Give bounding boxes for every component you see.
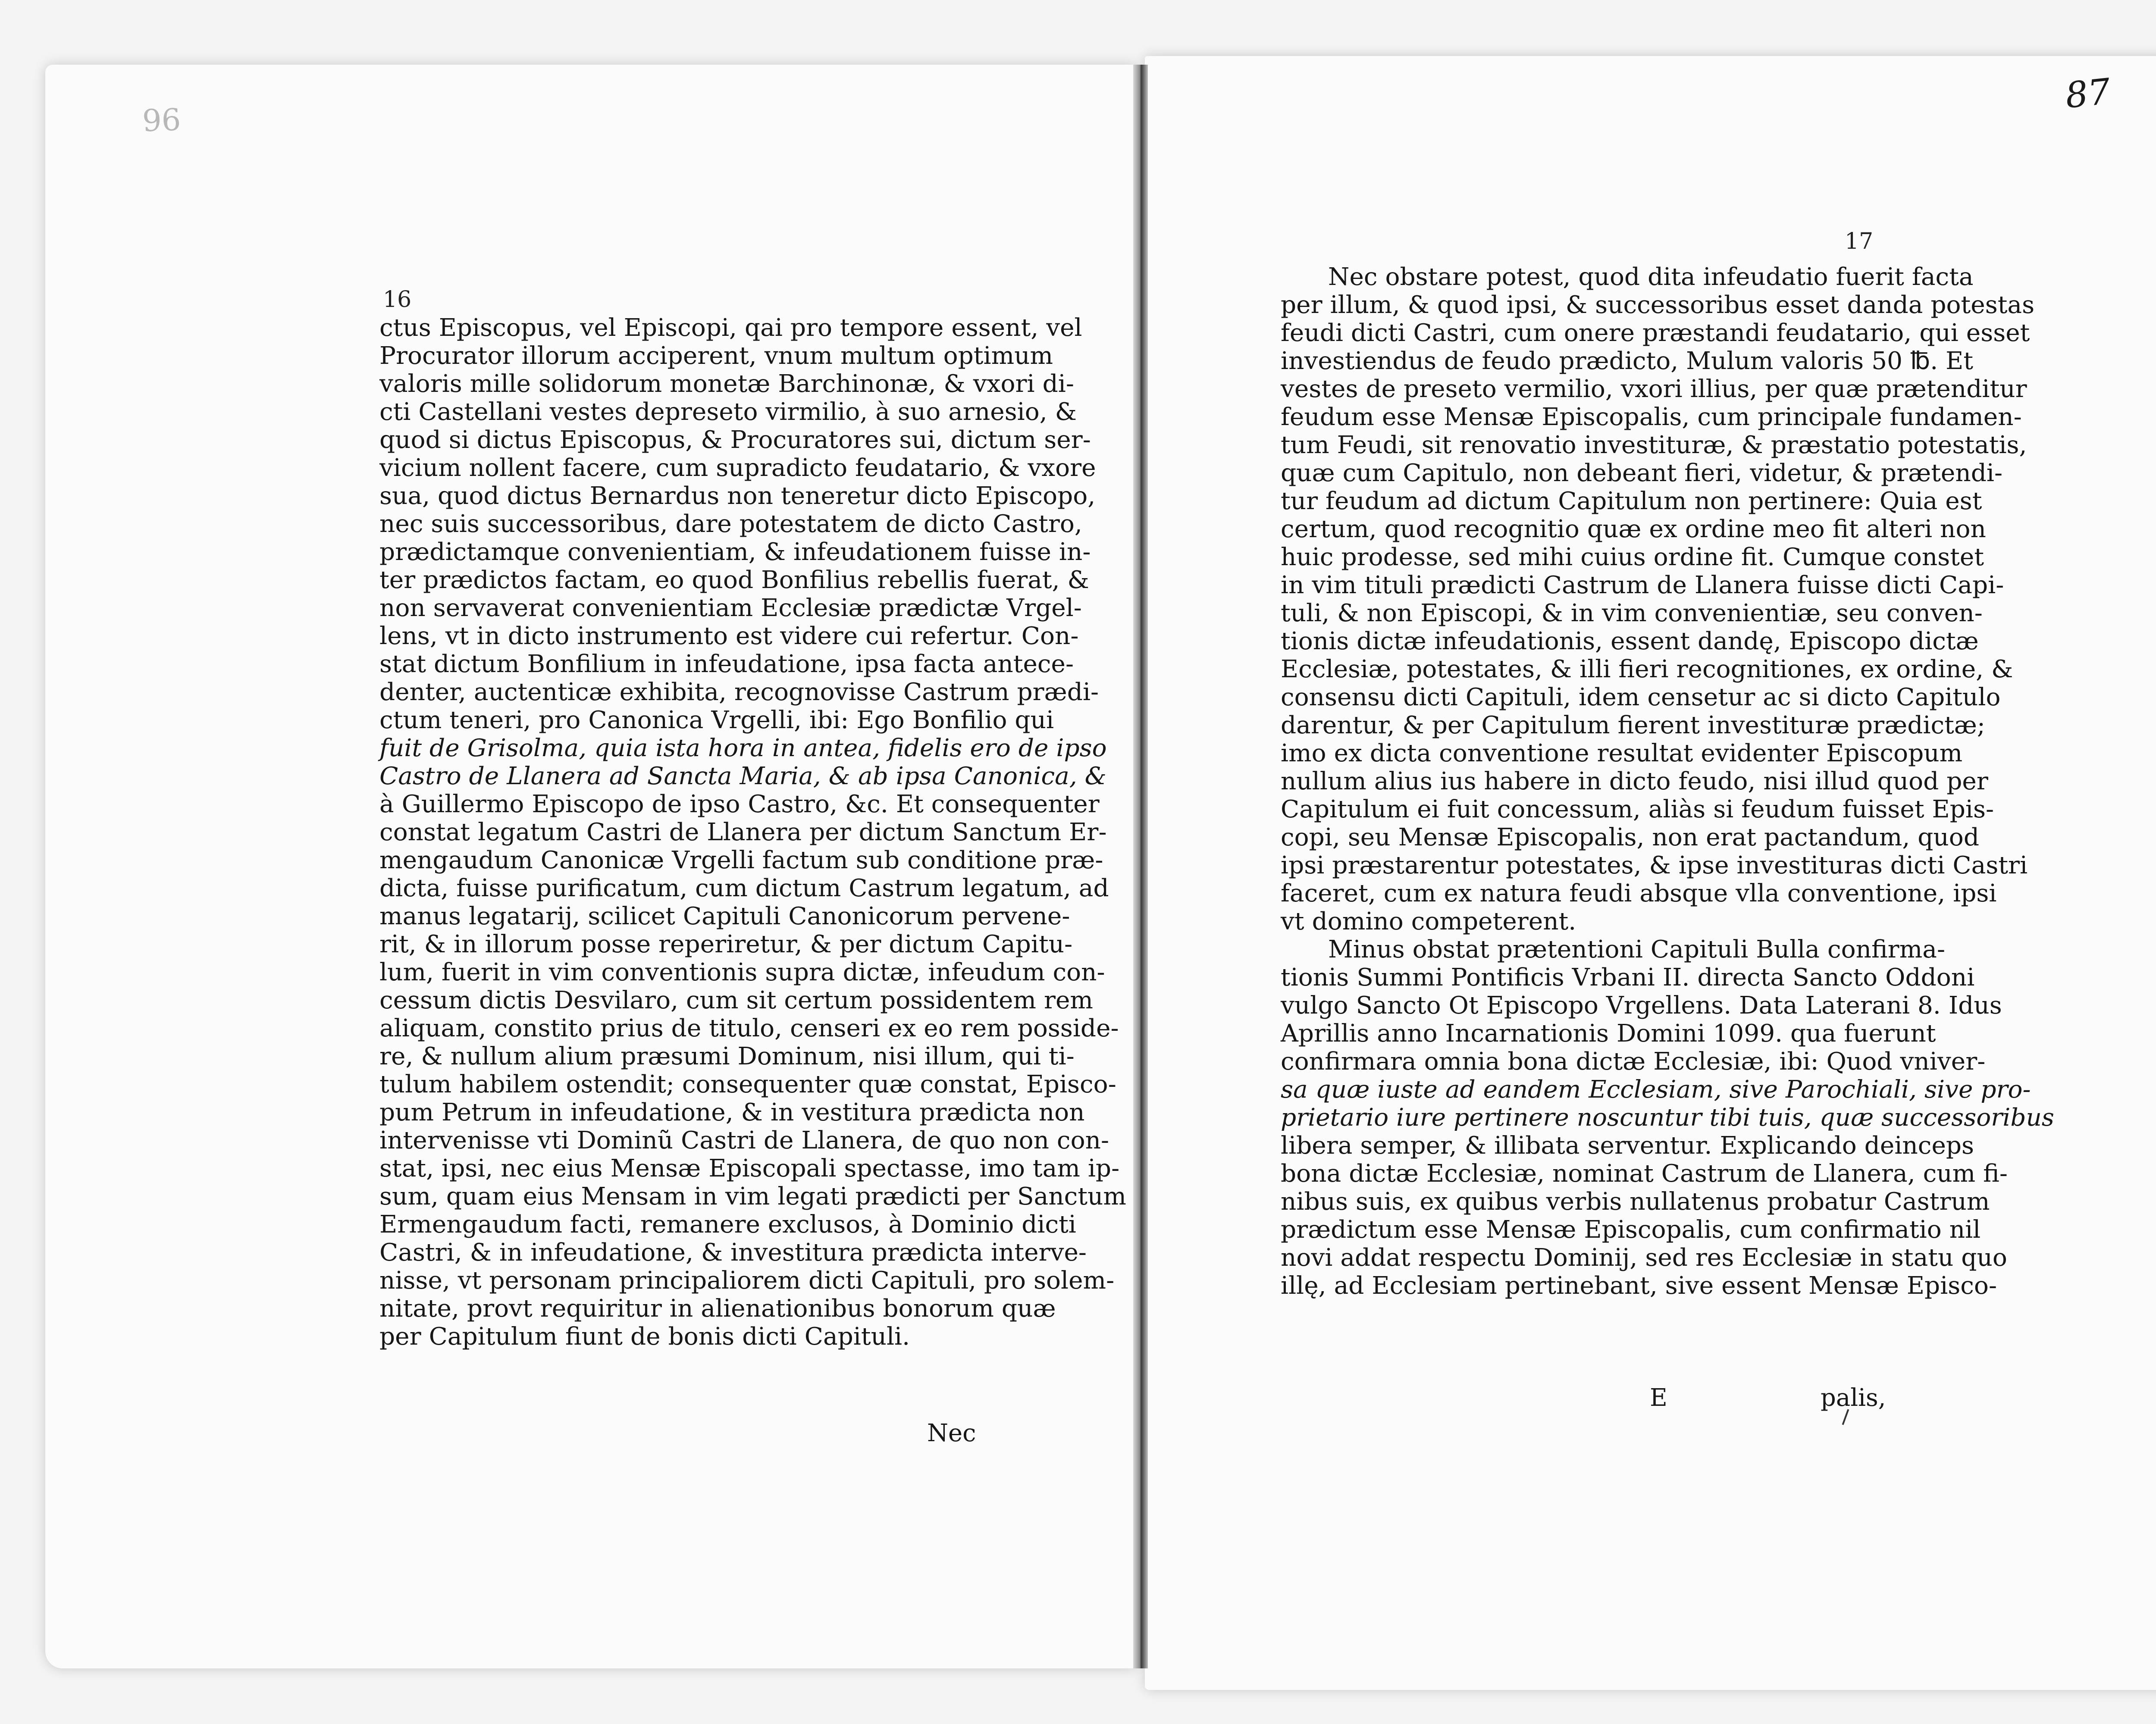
text-line: darentur, & per Capitulum fierent investituræ prædictæ; [1281,711,1985,739]
text-line: ipsi præstarentur potestates, & ipse investituras dicti Castri [1281,851,2028,879]
text-line: valoris mille solidorum monetæ Barchinonæ, & vxori di- [379,370,1074,398]
text-line: ctus Episcopus, vel Episcopi, qai pro tempore essent, vel [379,314,1082,342]
text-line: pum Petrum in infeudatione, & in vestitura prædicta non [379,1098,1085,1126]
text-line: Ermengaudum facti, remanere exclusos, à Dominio dicti [379,1211,1076,1239]
text-line: illę, ad Ecclesiam pertinebant, sive essent Mensæ Episco- [1281,1272,1997,1300]
text-line: Aprillis anno Incarnationis Domini 1099. qua fuerunt [1281,1020,1936,1048]
text-line: aliquam, constito prius de titulo, censeri ex eo rem posside- [379,1014,1119,1042]
right-catchword: palis, [1821,1384,1886,1412]
text-line: sa quæ iuste ad eandem Ecclesiam, sive Parochiali, sive pro- [1281,1076,2031,1104]
text-line: stat dictum Bonfilium in infeudatione, ipsa facta antece- [379,650,1074,678]
text-line: novi addat respectu Dominij, sed res Ecclesiæ in statu quo [1281,1244,2007,1272]
text-line: ter prædictos factam, eo quod Bonfilius rebellis fuerat, & [379,566,1089,594]
text-line: lens, vt in dicto instrumento est videre cui refertur. Con- [379,622,1079,650]
text-line: manus legatarij, scilicet Capituli Canonicorum pervene- [379,902,1070,930]
text-line: à Guillermo Episcopo de ipso Castro, &c. Et consequenter [379,790,1100,818]
text-line: tum Feudi, sit renovatio investituræ, & præstatio potestatis, [1281,431,2027,459]
text-line: Castro de Llanera ad Sancta Maria, & ab ipsa Canonica, & [379,762,1106,790]
text-line: per Capitulum fiunt de bonis dicti Capituli. [379,1323,910,1351]
text-line: non servaverat convenientiam Ecclesiæ prædictæ Vrgel- [379,594,1082,622]
text-line: Castri, & in infeudatione, & investitura prædicta interve- [379,1239,1087,1267]
text-line: tuli, & non Episcopi, & in vim convenientiæ, seu conven- [1281,599,1983,627]
text-line: feudi dicti Castri, cum onere præstandi feudatario, qui esset [1281,319,2030,347]
text-line: tionis dictæ infeudationis, essent dandę, Episcopo dictæ [1281,627,1979,655]
text-line: certum, quod recognitio quæ ex ordine meo fit alteri non [1281,515,1986,543]
text-line: ctum teneri, pro Canonica Vrgelli, ibi: Ego Bonfilio qui [379,706,1054,734]
text-line: prædictum esse Mensæ Episcopalis, cum confirmatio nil [1281,1216,1981,1244]
right-page-text [1281,263,2054,1300]
text-line: dicta, fuisse purificatum, cum dictum Castrum legatum, ad [379,874,1109,902]
book-gutter [1133,65,1148,1668]
text-line: vestes de preseto vermilio, vxori illius, per quæ prætenditur [1281,375,2027,403]
text-line: consensu dicti Capituli, idem censetur ac si dicto Capitulo [1281,683,2001,711]
text-line: nitate, provt requiritur in alienationibus bonorum quæ [379,1295,1056,1323]
text-line: Capitulum ei fuit concessum, aliàs si feudum fuisset Epis- [1281,795,1994,823]
text-line: stat, ipsi, nec eius Mensæ Episcopali spectasse, imo tam ip- [379,1155,1120,1183]
right-page-number: 17 [1845,228,1874,254]
text-line: vt domino competerent. [1281,907,1576,936]
text-line: cti Castellani vestes depreseto virmilio, à suo arnesio, & [379,398,1077,426]
text-line: nisse, vt personam principaliorem dicti Capituli, pro solem- [379,1267,1115,1295]
text-line: nullum alius ius habere in dicto feudo, nisi illud quod per [1281,767,1988,795]
text-line: confirmara omnia bona dictæ Ecclesiæ, ibi: Quod vniver- [1281,1048,1986,1076]
text-line: copi, seu Mensæ Episcopalis, non erat pactandum, quod [1281,823,1979,851]
left-page-text [379,314,1126,1351]
text-line: faceret, cum ex natura feudi absque vlla conventione, ipsi [1281,879,1997,907]
text-line: Nec obstare potest, quod dita infeudatio fuerit facta [1328,263,1974,291]
text-line: constat legatum Castri de Llanera per dictum Sanctum Er- [379,818,1107,846]
text-line: in vim tituli prædicti Castrum de Llanera fuisse dicti Capi- [1281,571,2004,599]
text-line: sua, quod dictus Bernardus non teneretur dicto Episcopo, [379,482,1096,510]
text-line: imo ex dicta conventione resultat evidenter Episcopum [1281,739,1963,767]
text-line: tur feudum ad dictum Capitulum non pertinere: Quia est [1281,487,1982,515]
text-line: Ecclesiæ, potestates, & illi fieri recognitiones, ex ordine, & [1281,655,2013,683]
text-line: rit, & in illorum posse reperiretur, & per dictum Capitu- [379,930,1073,958]
text-line: libera semper, & illibata serventur. Explicando deinceps [1281,1132,1974,1160]
text-line: prædictamque convenientiam, & infeudationem fuisse in- [379,538,1091,566]
text-line: re, & nullum alium præsumi Dominum, nisi illum, qui ti- [379,1042,1075,1070]
text-line: vicium nollent facere, cum supradicto feudatario, & vxore [379,454,1096,482]
text-line: Procurator illorum acciperent, vnum multum optimum [379,342,1053,370]
text-line: denter, auctenticæ exhibita, recognovisse Castrum prædi- [379,678,1099,706]
ghost-page-mark: 96 [141,100,182,138]
text-line: intervenisse vti Dominũ Castri de Llanera, de quo non con- [379,1126,1109,1155]
text-line: nibus suis, ex quibus verbis nullatenus probatur Castrum [1281,1188,1990,1216]
text-line: fuit de Grisolma, quia ista hora in antea, fidelis ero de ipso [379,734,1107,762]
text-line: prietario iure pertinere noscuntur tibi tuis, quæ successoribus [1281,1104,2054,1132]
text-line: quod si dictus Episcopus, & Procuratores sui, dictum ser- [379,426,1091,454]
text-line: bona dictæ Ecclesiæ, nominat Castrum de Llanera, cum fi- [1281,1160,2008,1188]
left-catchword: Nec [927,1419,976,1447]
text-line: investiendus de feudo prædicto, Mulum valoris 50 ℔. Et [1281,347,1974,375]
text-line: vulgo Sancto Ot Episcopo Vrgellens. Data Laterani 8. Idus [1281,992,2002,1020]
text-line: sum, quam eius Mensam in vim legati prædicti per Sanctum [379,1183,1126,1211]
text-line: tulum habilem ostendit; consequenter quæ constat, Episco- [379,1070,1116,1098]
text-line: cessum dictis Desvilaro, cum sit certum possidentem rem [379,986,1093,1014]
folio-number: 87 [2063,71,2113,117]
text-line: mengaudum Canonicæ Vrgelli factum sub conditione præ- [379,846,1103,874]
text-line: lum, fuerit in vim conventionis supra dictæ, infeudum con- [379,958,1105,986]
text-line: Minus obstat prætentioni Capituli Bulla confirma- [1328,936,1946,964]
text-line: per illum, & quod ipsi, & successoribus esset danda potestas [1281,291,2035,319]
left-page-number: 16 [383,287,412,313]
signature-mark: E [1650,1384,1667,1412]
text-line: feudum esse Mensæ Episcopalis, cum principale fundamen- [1281,403,2022,431]
text-line: tionis Summi Pontificis Vrbani II. directa Sancto Oddoni [1281,964,1975,992]
text-line: huic prodesse, sed mihi cuius ordine fit. Cumque constet [1281,543,1984,571]
text-line: quæ cum Capitulo, non debeant fieri, videtur, & prætendi- [1281,459,2003,487]
text-line: nec suis successoribus, dare potestatem de dicto Castro, [379,510,1082,538]
